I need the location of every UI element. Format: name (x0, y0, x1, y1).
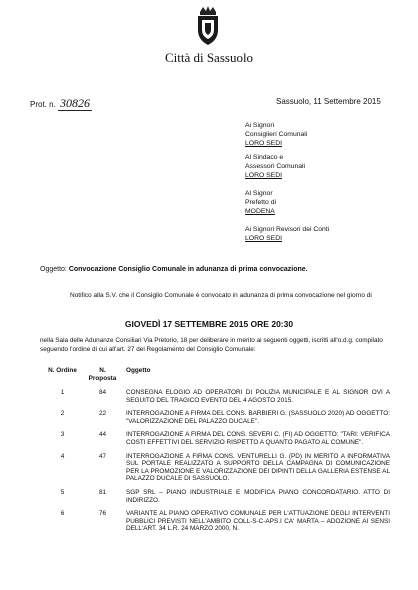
agenda-proposta: 47 (98, 452, 107, 460)
agenda-proposta: 81 (98, 488, 107, 496)
agenda-row (40, 404, 390, 425)
recipient-line: Ai Signori (245, 122, 275, 129)
agenda-proposta: 22 (98, 410, 107, 418)
agenda-ordine: 1 (60, 389, 65, 396)
agenda-ordine: 4 (60, 452, 65, 460)
agenda-header-row (40, 367, 390, 383)
subject-line (40, 266, 308, 273)
agenda-proposta: 76 (98, 510, 107, 518)
agenda-row (40, 504, 390, 533)
agenda-ordine: 6 (60, 510, 65, 518)
agenda-oggetto: INTERROGAZIONE A FIRMA DEL CONS. BARBIERI G. (SASSUOLO 2020) AD OGGETTO: "VALORIZZAZIONE DEL PALAZZO DUCALE". (126, 410, 390, 425)
agenda-row (40, 483, 390, 504)
agenda-ordine: 5 (60, 488, 65, 496)
date-line: Sassuolo, 11 Settembre 2015 (276, 97, 381, 106)
recipient-line: Assessori Comunali (245, 163, 306, 170)
agenda-row (40, 447, 390, 483)
recipient-block-mayor (245, 153, 305, 180)
protocol-line (30, 96, 92, 111)
notice-paragraph: Notifico alla S.V. che il Consiglio Comunale è convocato in adunanza di prima convocazione nel giorno di (70, 292, 372, 299)
agenda-oggetto: CONSEGNA ELOGIO AD OPERATORI DI POLIZIA MUNICIPALE E AL SIGNOR OVI A SEGUITO DEL TRAGICO EVENTO DEL 4 AGOSTO 2015. (126, 389, 390, 404)
protocol-number: 30826 (60, 96, 91, 110)
agenda-proposta: 44 (98, 431, 107, 439)
subject-label: Oggetto: (40, 266, 67, 273)
recipient-line: Al Sindaco e (245, 154, 284, 161)
agenda-proposta: 84 (98, 389, 107, 396)
subject-text: Convocazione Consiglio Comunale in adunanza di prima convocazione. (68, 266, 308, 273)
recipient-line: Consiglieri Comunali (245, 131, 308, 138)
agenda-row (40, 425, 390, 446)
agenda-oggetto: VARIANTE AL PIANO OPERATIVO COMUNALE PER L'ATTUAZIONE DEGLI INTERVENTI PUBBLICI PREVISTI NELL'AMBITO COLL-S-C-APS.I CA' MARTA – ADOZIONE AI SENSI DELL'ART. 34 L.R. 24 MARZO 2000, N. (126, 510, 390, 533)
recipient-block-prefect (245, 189, 276, 216)
recipient-block-councillors (245, 121, 307, 148)
agenda-oggetto: INTERROGAZIONE A FIRMA CONS. VENTURELLI G. (PD) IN MERITO A INFORMATIVA SUL PORTALE REALIZZATO A SUPPORTO DELLA CAMPAGNA DI COMUNICAZIONE PER LA PROMOZIONE E VALORIZZAZIONE DEI DIPINTI DELLA GALLERIA ESTENSE AL PALAZZO DUCALE DI SASSUOLO. (126, 452, 390, 483)
agenda-oggetto: INTERROGAZIONE A FIRMA DEL CONS. SEVERI C. (FI) AD OGGETTO: "TARI: VERIFICA COSTI EFFETTIVI DEL SERVIZIO RISPETTO A QUANTO PAGATO AL COMUNE". (126, 431, 390, 446)
agenda-table (40, 367, 390, 533)
recipient-line: Prefetto di (245, 199, 276, 206)
recipient-address: MODENA (245, 208, 275, 215)
col-header-oggetto: Oggetto (126, 367, 151, 374)
intro-paragraph: nella Sala delle Adunanze Consiliari Via Pretorio, 18 per deliberare in merito ai seguenti oggetti, iscritti all'o.d.g. compilato seguendo l'ordine di cui all'art. 27 del Regolamento del Consiglio Comunale: (40, 337, 383, 353)
agenda-ordine: 3 (60, 431, 65, 439)
agenda-ordine: 2 (60, 410, 65, 418)
recipient-address: LORO SEDI (245, 140, 283, 147)
recipient-address: LORO SEDI (245, 172, 283, 179)
city-name: Città di Sassuolo (164, 50, 254, 65)
recipient-line: Ai Signori Revisori dei Conti (245, 226, 330, 233)
agenda-oggetto: SGP SRL – PIANO INDUSTRIALE E MODIFICA PIANO CONCORDATARIO. ATTO DI INDIRIZZO. (126, 488, 390, 504)
agenda-row (40, 383, 390, 404)
recipient-address: LORO SEDI (245, 235, 283, 242)
city-crest-emblem (194, 6, 222, 46)
col-header-ordine: N. Ordine (48, 367, 77, 374)
recipient-line: Al Signor (245, 190, 273, 197)
meeting-date-heading: GIOVEDÌ 17 SETTEMBRE 2015 ORE 20:30 (124, 319, 294, 329)
protocol-label: Prot. n. (30, 100, 56, 109)
recipient-block-auditors (245, 225, 329, 243)
col-header-proposta: N. Proposta (88, 367, 117, 382)
